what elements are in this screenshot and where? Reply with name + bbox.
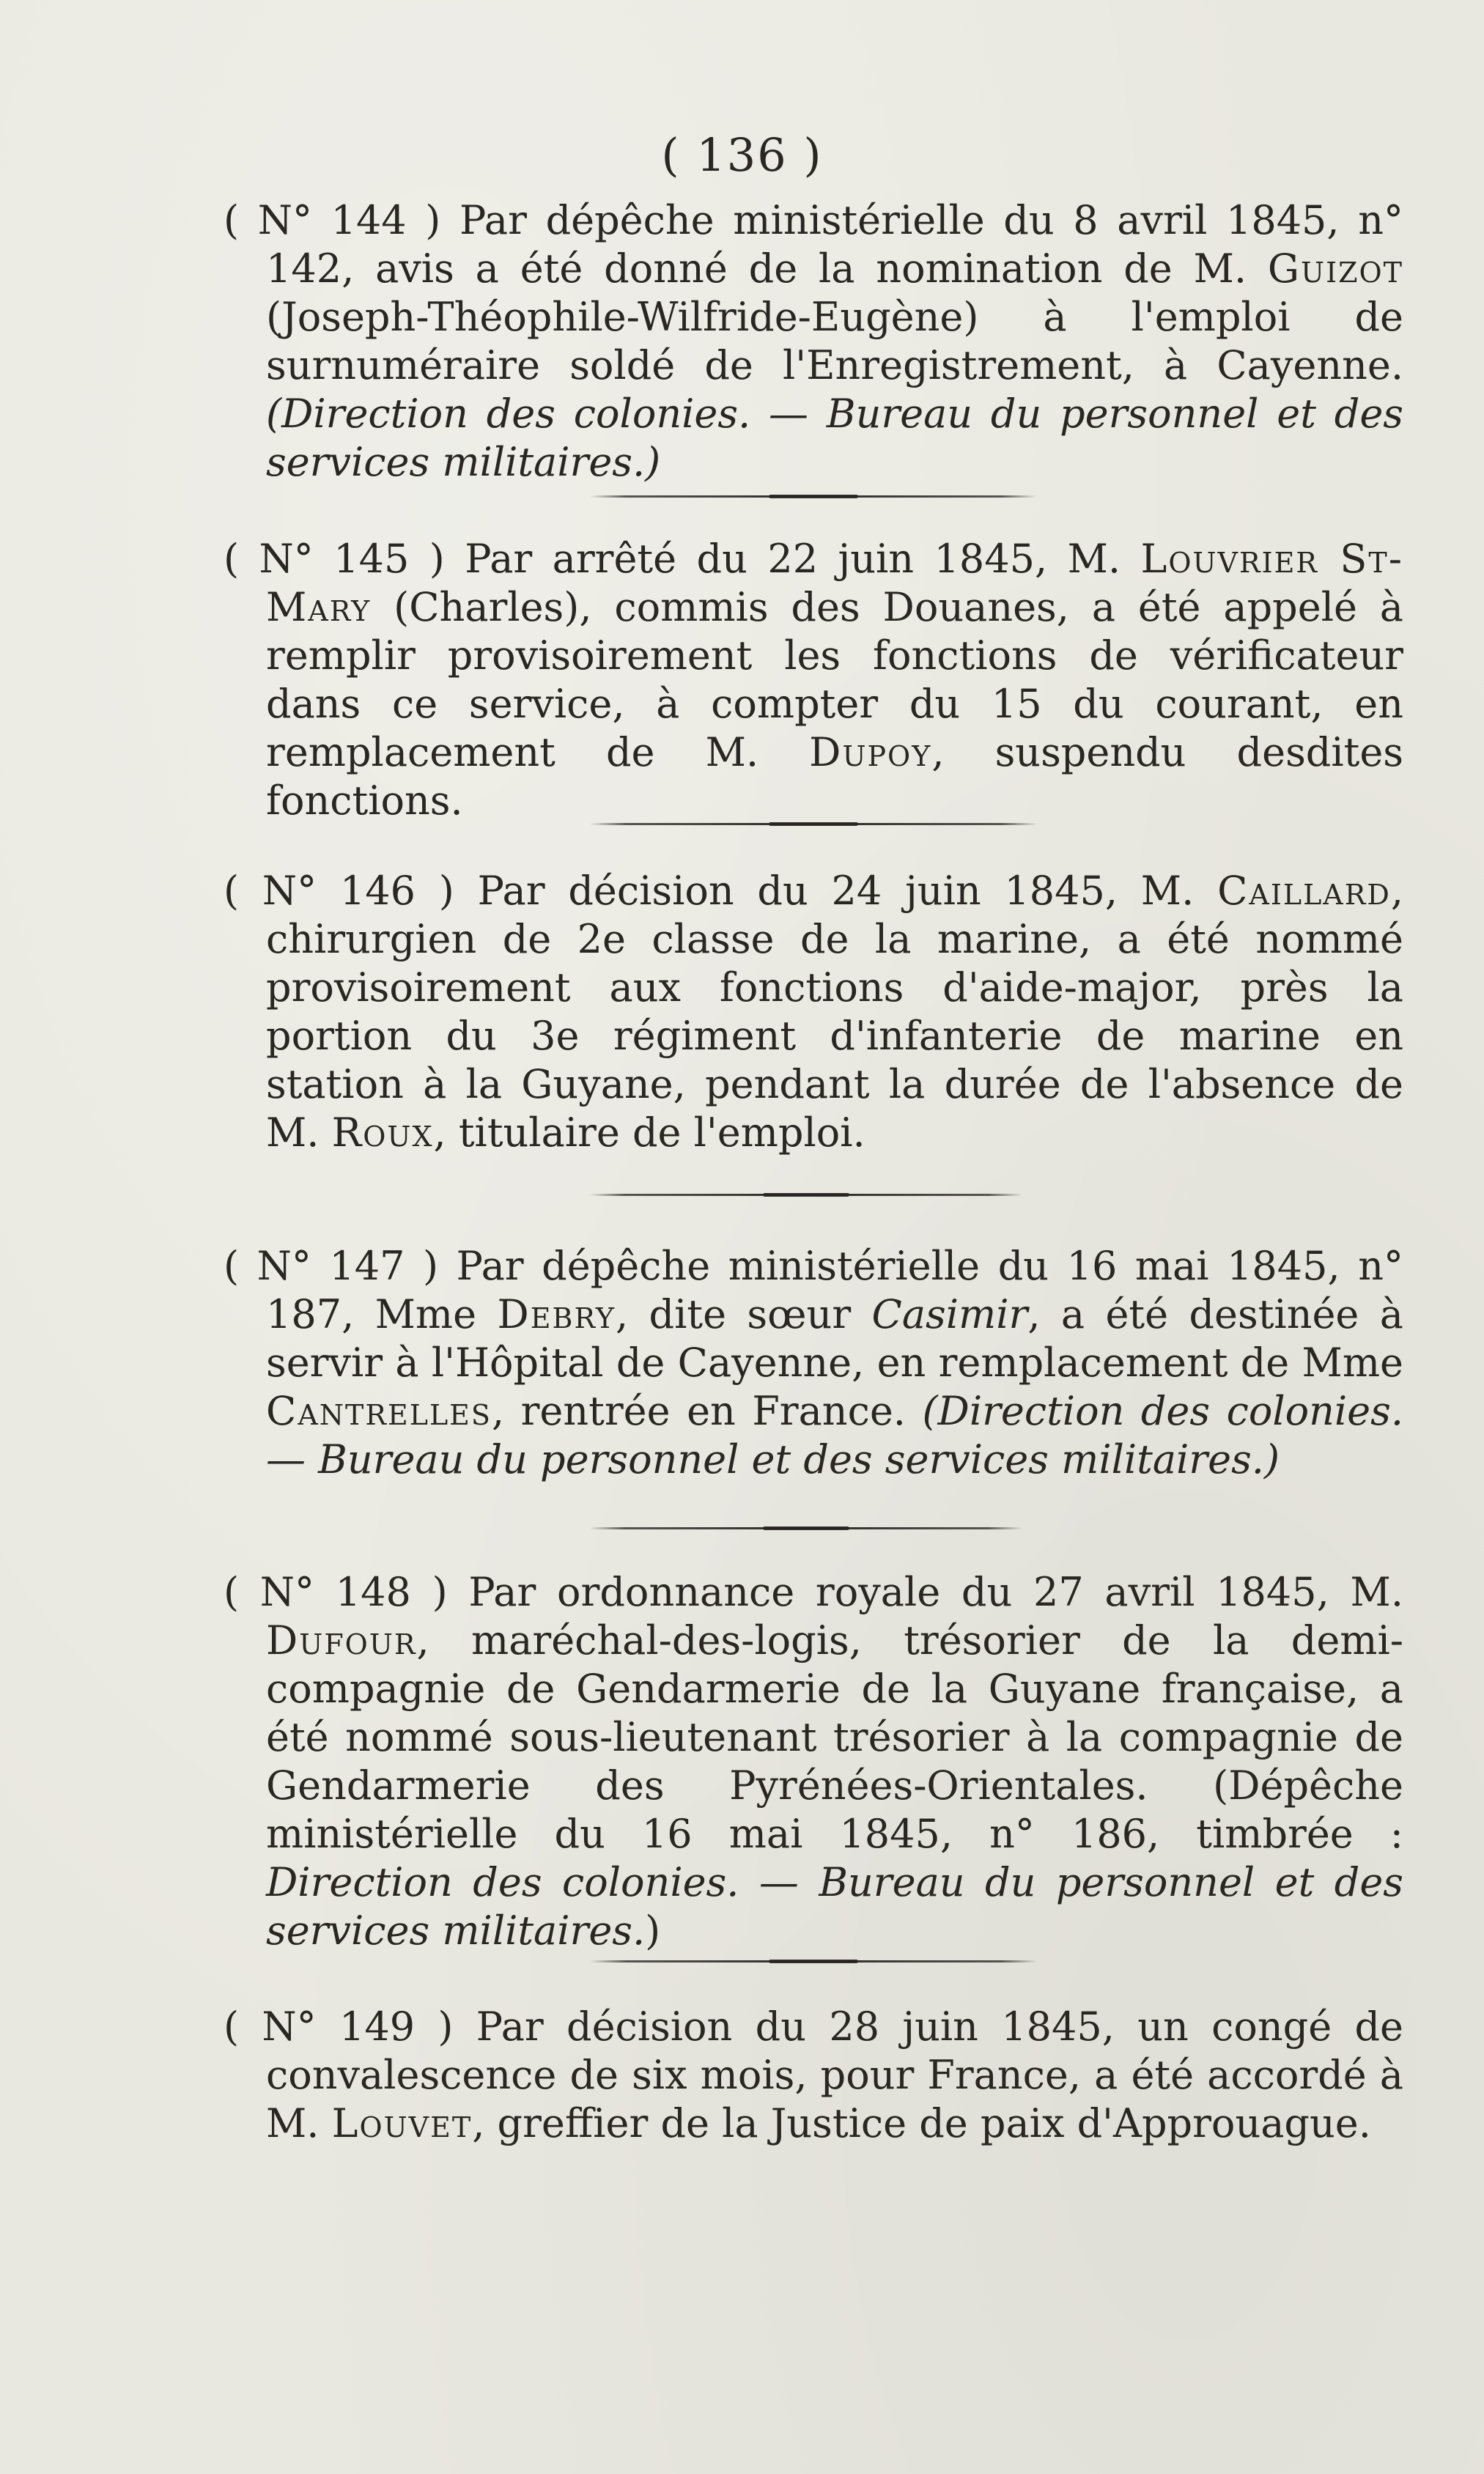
person-name: Debry [497,1291,616,1337]
entry-number: ( N° 144 ) [224,197,441,243]
entry-text: Par dépêche ministérielle du 8 avril 1845, n° 142, avis a été donné de la nomination de M. [266,197,1403,292]
entry-number: ( N° 149 ) [224,2004,454,2050]
entry-text: (Joseph-Théophile-Wilfride-Eugène) à l'emploi de surnuméraire soldé de l'Enregistrement, à Cayenne. [266,294,1403,388]
section-divider [590,495,1037,498]
entry-text: , greffier de la Justice de paix d'Approuague. [472,2100,1371,2146]
religious-name: Casimir [871,1291,1028,1337]
person-name: Louvet [331,2100,473,2146]
entry-text: , chirurgien de 2e classe de la marine, a été nommé provisoirement aux fonctions d'aide-major, près la portion du 3e régiment d'infanterie de marine en station à la Guyane, pendant la durée de l'absence de M. [266,868,1403,1156]
person-name: Caillard [1217,868,1391,914]
entry-number: ( N° 145 ) [224,536,445,582]
entry-148 [224,1568,1403,1955]
entry-text: Par dépêche ministérielle du 16 mai 1845, n° 187, Mme [266,1243,1403,1337]
entry-text: , rentrée en France. [491,1388,923,1434]
entry-text: , titulaire de l'emploi. [433,1109,865,1156]
entry-text: Par décision du 24 juin 1845, M. [454,868,1218,914]
entry-text: Par ordonnance royale du 27 avril 1845, M. [447,1569,1403,1615]
entry-text: , dite sœur [615,1291,872,1337]
entry-text: , suspendu desdites fonctions. [266,729,1403,824]
section-divider [590,1194,1022,1196]
section-divider [590,823,1037,825]
source-note: (Direction des colonies. — Bureau du personnel et des services militaires.) [266,391,1403,485]
entry-text: Par arrêté du 22 juin 1845, M. [444,536,1141,582]
section-divider [590,1960,1037,1962]
entry-number: ( N° 148 ) [224,1569,448,1615]
section-divider [590,1527,1022,1529]
source-note: (Direction des colonies. — Bureau du personnel et des services militaires.) [266,1388,1404,1482]
entry-144 [224,196,1403,487]
entry-text: , a été destinée à servir à l'Hôpital de Cayenne, en remplacement de Mme [266,1291,1403,1386]
entry-text: Par décision du 28 juin 1845, un congé de convalescence de six mois, pour France, a été accordé à M. [266,2004,1403,2146]
source-note: Direction des colonies. — Bureau du personnel et des services militaires. [266,1859,1403,1954]
entry-149 [224,2003,1403,2148]
entry-147 [224,1242,1403,1484]
person-name: Roux [331,1109,434,1156]
person-name: Cantrelles [266,1388,492,1434]
page-number: ( 136 ) [661,128,823,182]
entry-number: ( N° 146 ) [224,868,454,914]
person-name: Guizot [1267,245,1403,292]
entry-text: ) [645,1908,661,1954]
entry-146 [224,867,1403,1157]
entry-text: (Charles), commis des Douanes, a été appelé à remplir provisoirement les fonctions de vérificateur dans ce service, à compter du 15 du courant, en remplacement de M. [266,584,1403,775]
person-name: Dufour [266,1617,417,1664]
entry-145 [224,535,1403,825]
person-name: Louvrier St-Mary [266,536,1403,630]
person-name: Dupoy [809,729,932,775]
entry-number: ( N° 147 ) [224,1243,439,1289]
entry-text: , maréchal-des-logis, trésorier de la demi-compagnie de Gendarmerie de la Guyane française, a été nommé sous-lieutenant trésorier à la compagnie de Gendarmerie des Pyrénées-Orientales. (Dépêche ministérielle du 16 mai 1845, n° 186, timbrée : [266,1617,1403,1857]
